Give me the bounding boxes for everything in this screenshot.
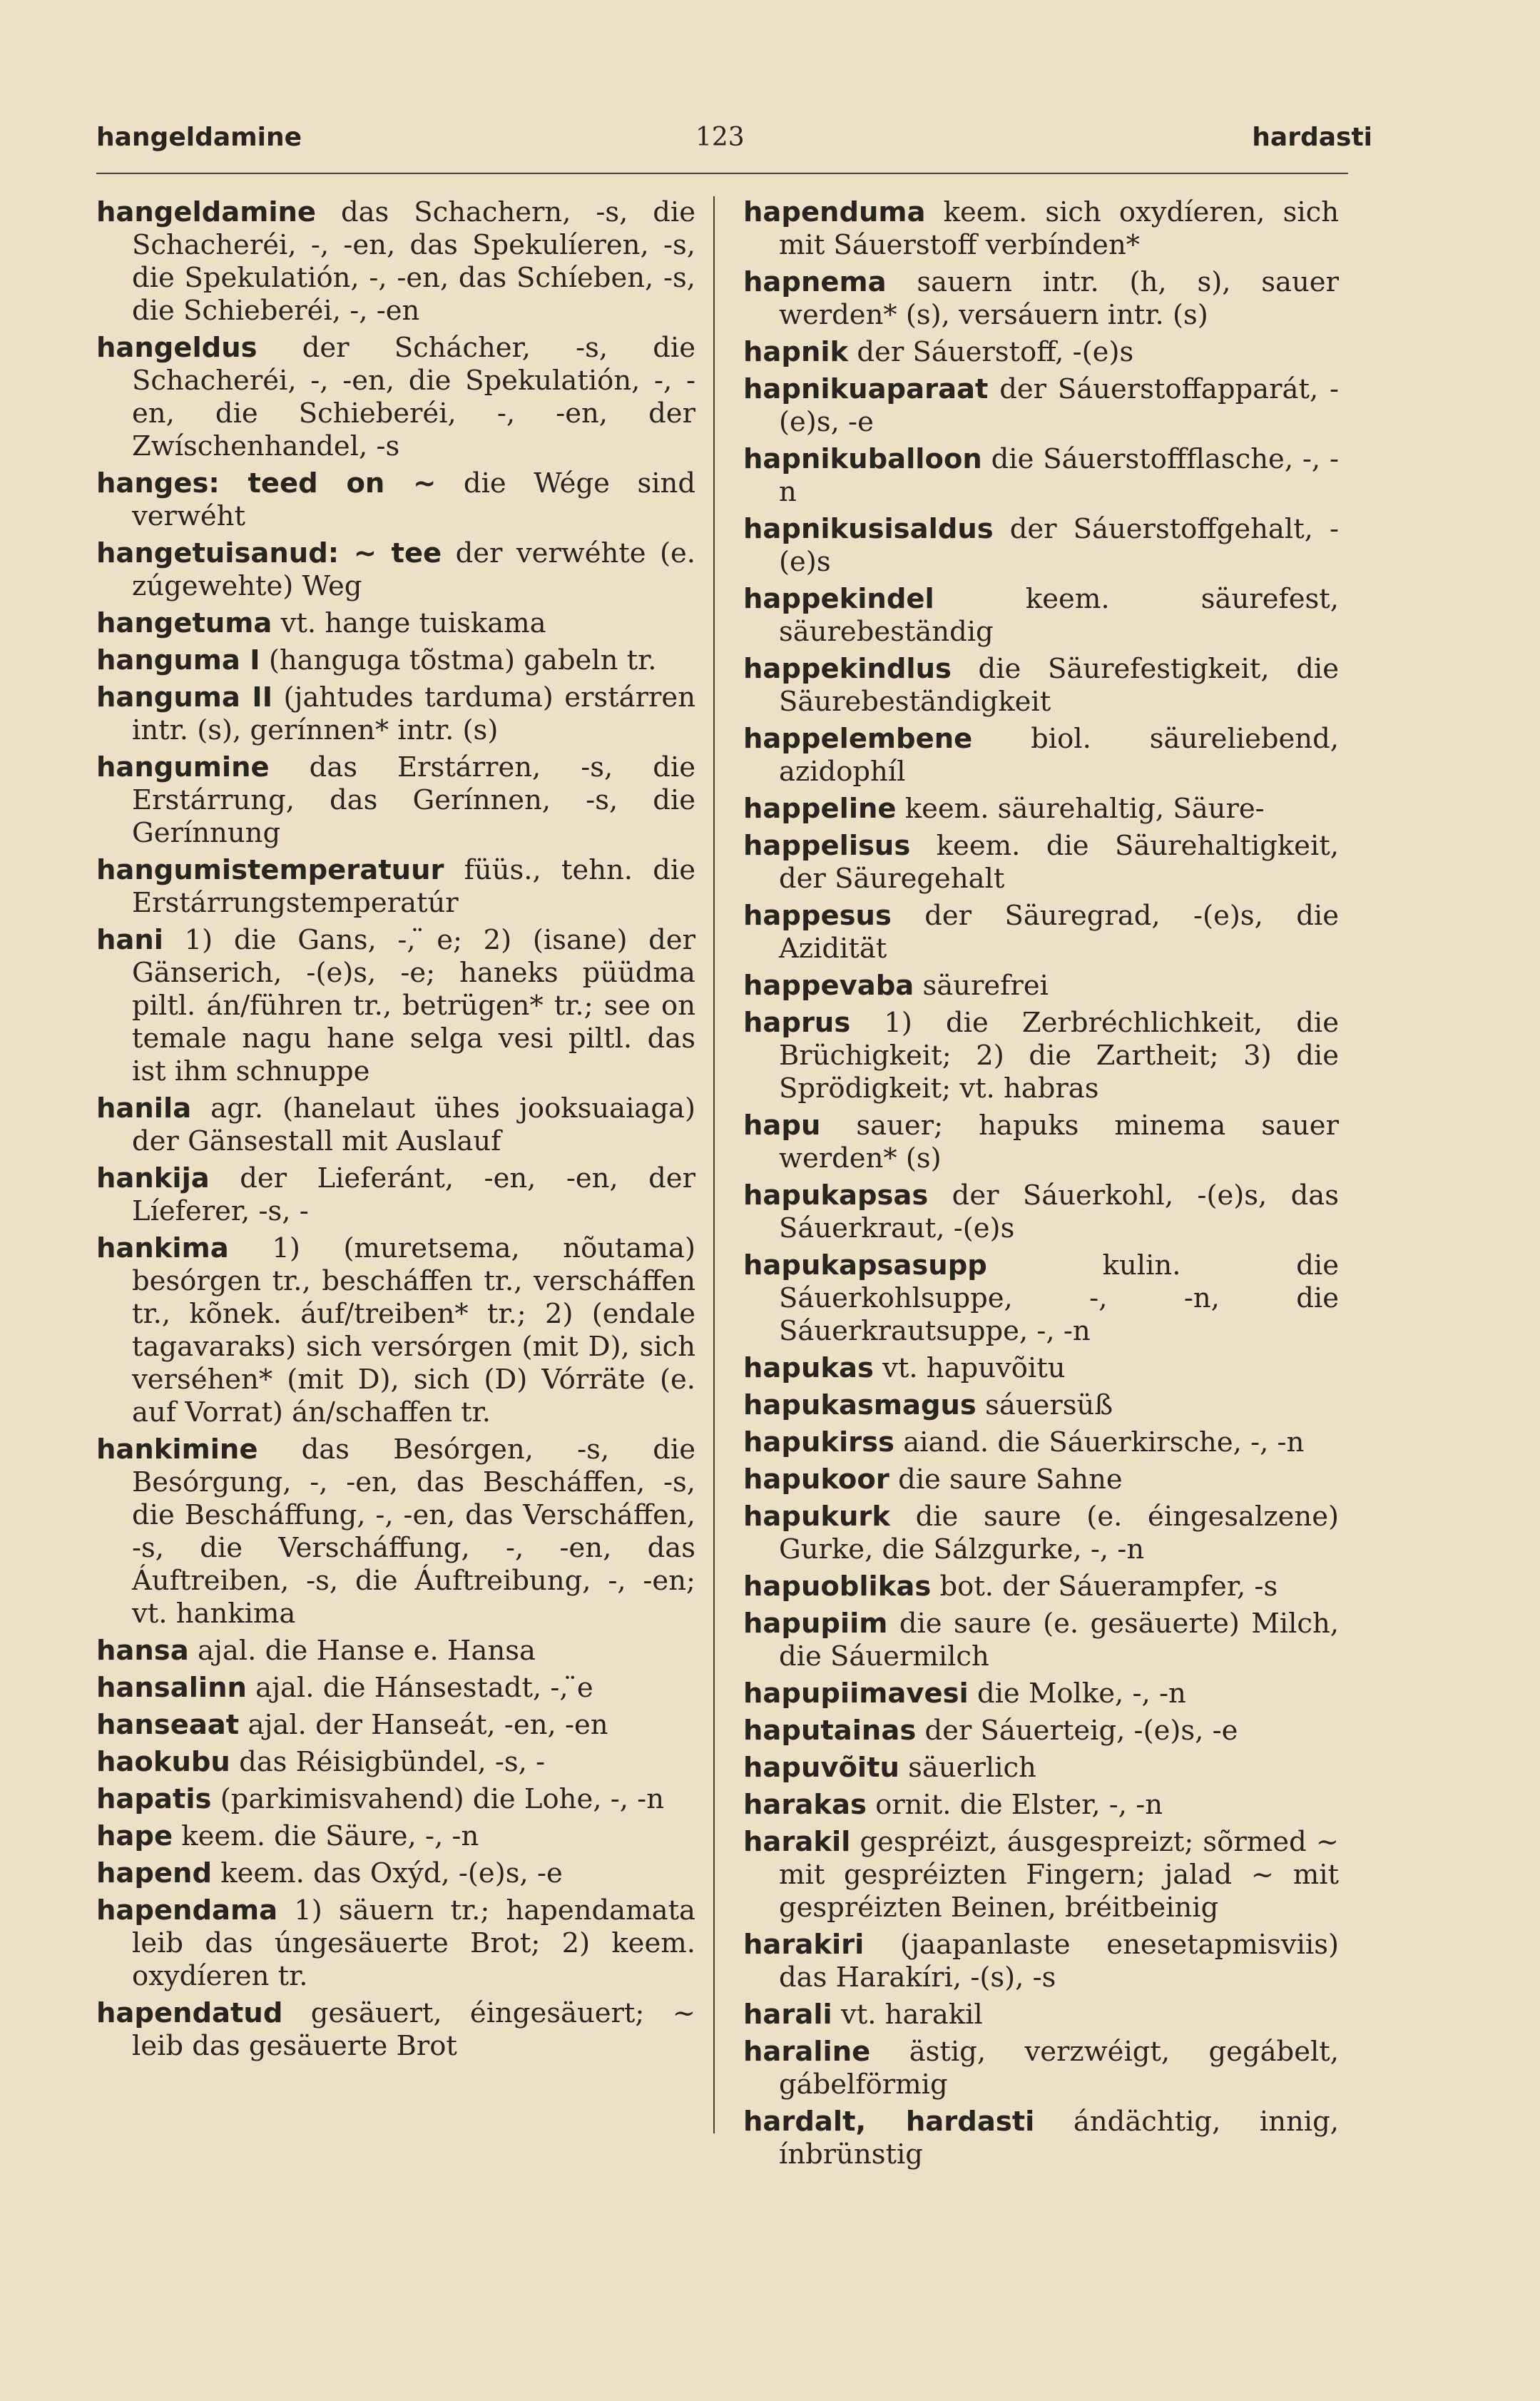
dictionary-entry [743, 830, 1339, 895]
entry-definition: säurefrei [914, 970, 1049, 1002]
entry-headword: hapnikuballoon [743, 443, 982, 475]
entry-definition: kulin. die Sáuerkohlsuppe, -, -n, die Sáuerkrautsuppe, -, -n [779, 1249, 1339, 1347]
dictionary-entry [96, 537, 695, 603]
dictionary-entry [743, 1179, 1339, 1245]
entry-headword: haputainas [743, 1715, 917, 1747]
dictionary-entry [96, 1433, 695, 1630]
entry-definition: 1) säuern tr.; hapendamata leib das úngesäuerte Brot; 2) keem. oxydíeren tr. [132, 1894, 695, 1992]
entry-headword: hapendama [96, 1894, 278, 1927]
dictionary-entry [96, 196, 695, 328]
entry-definition: die saure Sahne [889, 1463, 1123, 1496]
dictionary-entry [96, 854, 695, 920]
entry-headword: hanseaat [96, 1709, 240, 1741]
entry-definition: sáuersüß [976, 1389, 1113, 1421]
header-rule [96, 173, 1348, 174]
dictionary-entry [743, 1677, 1339, 1710]
entry-headword: hapukasmagus [743, 1389, 976, 1421]
dictionary-entry [96, 467, 695, 533]
dictionary-entry [743, 196, 1339, 262]
entry-headword: hapuvõitu [743, 1752, 899, 1784]
dictionary-entry [96, 681, 695, 747]
entry-headword: hapuoblikas [743, 1570, 932, 1603]
entry-headword: happekindel [743, 583, 934, 615]
entry-headword: happelisus [743, 830, 911, 862]
entry-definition: ornit. die Elster, -, -n [866, 1789, 1163, 1821]
entry-definition: ajal. der Hanseát, -en, -en [239, 1709, 608, 1741]
entry-definition: keem. sich oxydíeren, sich mit Sáuerstoff verbínden* [779, 196, 1339, 261]
dictionary-entry [96, 1820, 695, 1853]
entry-definition: die Molke, -, -n [968, 1677, 1186, 1710]
entry-definition: das Besórgen, -s, die Besórgung, -, -en, das Bescháffen, -s, die Bescháffung, -, -en, das Verscháffen, -s, die Verscháffung, -, -en, das Áuftreiben, -s, die Áuftreibung, -, -en; vt. hankima [132, 1433, 695, 1630]
entry-definition: (jahtudes tarduma) erstárren intr. (s), gerínnen* intr. (s) [132, 681, 695, 746]
entry-definition: sauer; hapuks minema sauer werden* (s) [779, 1110, 1339, 1174]
entry-headword: hangetuma [96, 607, 272, 639]
entry-definition: (hanguga tõstma) gabeln tr. [260, 644, 657, 676]
entry-headword: hanila [96, 1092, 192, 1125]
entry-headword: hapnikusisaldus [743, 513, 994, 545]
entry-headword: hapend [96, 1857, 213, 1889]
entry-headword: hangeldus [96, 332, 257, 364]
dictionary-entry [743, 1826, 1339, 1924]
entry-definition: gesäuert, éingesäuert; ~ leib das gesäuerte Brot [132, 1997, 695, 2062]
dictionary-entry [96, 1783, 695, 1816]
entry-headword: hapendatud [96, 1997, 283, 2029]
entry-definition: der Sáuerteig, -(e)s, -e [916, 1715, 1238, 1747]
dictionary-entry [743, 793, 1339, 826]
entry-definition: gespréizt, áusgespreizt; sõrmed ~ mit gespréizten Fingern; jalad ~ mit gespréizten Beinen, bréitbeinig [779, 1826, 1339, 1924]
entry-headword: hapukas [743, 1352, 874, 1384]
entry-definition: (parkimisvahend) die Lohe, -, -n [211, 1783, 664, 1815]
dictionary-entry [743, 443, 1339, 509]
entry-definition: biol. säureliebend, azidophíl [779, 723, 1339, 788]
dictionary-entry [743, 2106, 1339, 2171]
entry-definition: säuerlich [899, 1752, 1036, 1784]
dictionary-entry [743, 1752, 1339, 1785]
entry-headword: harakiri [743, 1929, 865, 1961]
entry-definition: 1) die Zerbréchlichkeit, die Brüchigkeit; 2) die Zartheit; 3) die Sprödigkeit; vt. habras [779, 1007, 1339, 1105]
entry-definition: die Sáuerstoffflasche, -, -n [779, 443, 1339, 508]
entry-headword: hapukapsasupp [743, 1249, 987, 1281]
entry-definition: (jaapanlaste enesetapmisviis) das Harakíri, -(s), -s [779, 1929, 1339, 1994]
entry-definition: die saure (e. éingesalzene) Gurke, die Sálzgurke, -, -n [779, 1501, 1339, 1565]
entry-headword: hapnema [743, 266, 887, 298]
entry-definition: ästig, verzwéigt, gegábelt, gábelförmig [779, 2036, 1339, 2101]
entry-headword: happelembene [743, 723, 973, 755]
entry-definition: die saure (e. gesäuerte) Milch, die Sáuermilch [779, 1608, 1339, 1672]
dictionary-entry [743, 1463, 1339, 1496]
dictionary-entry [96, 1894, 695, 1993]
dictionary-entry [96, 924, 695, 1088]
entry-definition: der Sáuerkohl, -(e)s, das Sáuerkraut, -(e)s [779, 1179, 1339, 1244]
dictionary-entry [743, 723, 1339, 788]
entry-headword: hapenduma [743, 196, 926, 228]
dictionary-entry [743, 1249, 1339, 1348]
dictionary-entry [96, 1162, 695, 1228]
entry-definition: das Erstárren, -s, die Erstárrung, das Gerínnen, -s, die Gerínnung [132, 751, 695, 849]
dictionary-entry [743, 1352, 1339, 1385]
entry-definition: 1) (muretsema, nõutama) besórgen tr., bescháffen tr., verscháffen tr., kõnek. áuf/treiben* tr.; 2) (endale tagavaraks) sich versórgen (mit D), sich verséhen* (mit D), sich (D) Vórräte (e. auf Vorrat) án/schaffen tr. [132, 1232, 695, 1428]
entry-definition: keem. säurefest, säurebeständig [779, 583, 1339, 648]
dictionary-entry [743, 1426, 1339, 1459]
column-divider [713, 196, 715, 2133]
entry-definition: keem. säurehaltig, Säure- [896, 793, 1265, 825]
entry-definition: das Schachern, -s, die Schacheréi, -, -en, das Spekulíeren, -s, die Spekulatión, -, -en, das Schíeben, -s, die Schieberéi, -, -en [132, 196, 695, 327]
page-number: 123 [695, 123, 745, 152]
dictionary-entry [743, 1715, 1339, 1747]
entry-headword: hankima [96, 1232, 229, 1264]
dictionary-entry [96, 1672, 695, 1705]
dictionary-entry [743, 1999, 1339, 2031]
dictionary-entry [743, 1501, 1339, 1566]
entry-definition: das Réisigbündel, -s, - [230, 1746, 546, 1778]
entry-definition: sauern intr. (h, s), sauer werden* (s), versáuern intr. (s) [779, 266, 1339, 331]
dictionary-entry [743, 900, 1339, 965]
entry-headword: hapupiim [743, 1608, 888, 1640]
running-head-right: hardasti [1252, 123, 1372, 152]
dictionary-entry [96, 1709, 695, 1742]
entry-definition: agr. (hanelaut ühes jooksuaiaga) der Gänsestall mit Auslauf [132, 1092, 695, 1157]
entry-headword: hapnikuaparaat [743, 373, 989, 405]
entry-headword: haraline [743, 2036, 871, 2068]
entry-headword: hankija [96, 1162, 210, 1194]
dictionary-entry [96, 607, 695, 640]
dictionary-entry [96, 644, 695, 677]
dictionary-entry [743, 336, 1339, 369]
entry-headword: hansa [96, 1635, 189, 1667]
dictionary-entry [96, 1635, 695, 1667]
entry-headword: hanges: teed on ~ [96, 467, 437, 499]
entry-headword: hardalt, hardasti [743, 2106, 1035, 2138]
entry-headword: hapnik [743, 336, 849, 368]
right-column [743, 196, 1339, 2176]
dictionary-entry [743, 653, 1339, 719]
entry-headword: hangeldamine [96, 196, 317, 228]
dictionary-entry [743, 266, 1339, 332]
left-column [96, 196, 695, 2067]
dictionary-entry [743, 583, 1339, 649]
entry-definition: der Sáuerstoffapparát, -(e)s, -e [779, 373, 1339, 438]
entry-headword: hanguma I [96, 644, 260, 676]
entry-definition: 1) die Gans, -, ̈e; 2) (isane) der Gänserich, -(e)s, -e; haneks püüdma piltl. án/führen tr., betrügen* tr.; see on temale nagu hane selga vesi piltl. das ist ihm schnuppe [132, 924, 695, 1087]
entry-definition: ajal. die Hánsestadt, -, ̈e [246, 1672, 593, 1704]
dictionary-entry [743, 2036, 1339, 2101]
entry-headword: hani [96, 924, 163, 956]
entry-headword: hapukurk [743, 1501, 890, 1533]
entry-headword: harali [743, 1999, 832, 2031]
dictionary-entry [743, 1789, 1339, 1822]
entry-definition: keem. die Säurehaltigkeit, der Säuregehalt [779, 830, 1339, 895]
dictionary-entry [96, 1232, 695, 1429]
entry-definition: der Sáuerstoffgehalt, -(e)s [779, 513, 1339, 578]
dictionary-entry [96, 1857, 695, 1890]
dictionary-entry [96, 1092, 695, 1158]
entry-definition: der Lieferánt, -en, -en, der Líeferer, -s, - [132, 1162, 695, 1227]
entry-definition: die Säurefestigkeit, die Säurebeständigkeit [779, 653, 1339, 718]
entry-headword: haprus [743, 1007, 851, 1039]
dictionary-entry [96, 1746, 695, 1779]
entry-headword: hansalinn [96, 1672, 247, 1704]
entry-headword: hapupiimavesi [743, 1677, 969, 1710]
entry-definition: der Schácher, -s, die Schacheréi, -, -en, die Spekulatión, -, -en, die Schieberéi, -, -en, der Zwíschenhandel, -s [132, 332, 695, 462]
dictionary-entry [743, 970, 1339, 1002]
dictionary-entry [743, 513, 1339, 579]
entry-definition: aiand. die Sáuerkirsche, -, -n [894, 1426, 1305, 1458]
entry-definition: keem. das Oxýd, -(e)s, -e [212, 1857, 563, 1889]
entry-definition: ándächtig, innig, ínbrünstig [779, 2106, 1340, 2171]
entry-definition: bot. der Sáuerampfer, -s [931, 1570, 1278, 1603]
dictionary-entry [96, 1997, 695, 2063]
dictionary-entry [743, 1608, 1339, 1673]
entry-definition: keem. die Säure, -, -n [173, 1820, 479, 1852]
entry-headword: happeline [743, 793, 897, 825]
running-head-left: hangeldamine [96, 123, 302, 152]
entry-headword: hapukoor [743, 1463, 889, 1496]
entry-headword: hangumine [96, 751, 270, 783]
entry-definition: vt. hapuvõitu [873, 1352, 1066, 1384]
entry-headword: harakas [743, 1789, 867, 1821]
entry-definition: füüs., tehn. die Erstárrungstemperatúr [132, 854, 695, 919]
dictionary-entry [743, 1929, 1339, 1994]
entry-headword: hape [96, 1820, 173, 1852]
entry-headword: haokubu [96, 1746, 230, 1778]
dictionary-entry [743, 1570, 1339, 1603]
dictionary-entry [743, 1389, 1339, 1422]
dictionary-entry [743, 1007, 1339, 1105]
entry-definition: der Säuregrad, -(e)s, die Azidität [779, 900, 1339, 965]
dictionary-entry [743, 373, 1339, 439]
entry-headword: happekindlus [743, 653, 952, 685]
entry-definition: vt. hange tuiskama [272, 607, 546, 639]
entry-headword: hanguma II [96, 681, 273, 714]
dictionary-entry [743, 1110, 1339, 1175]
entry-headword: happevaba [743, 970, 914, 1002]
entry-definition: ajal. die Hanse e. Hansa [188, 1635, 536, 1667]
entry-definition: die Wége sind verwéht [132, 467, 695, 532]
entry-definition: der verwéhte (e. zúgewehte) Weg [132, 537, 695, 602]
dictionary-entry [96, 332, 695, 463]
entry-headword: hangetuisanud: ~ tee [96, 537, 442, 569]
entry-headword: hangumistemperatuur [96, 854, 444, 886]
entry-definition: der Sáuerstoff, -(e)s [848, 336, 1134, 368]
dictionary-entry [96, 751, 695, 850]
entry-headword: harakil [743, 1826, 851, 1858]
entry-headword: happesus [743, 900, 892, 932]
entry-headword: hankimine [96, 1433, 258, 1466]
entry-headword: hapu [743, 1110, 821, 1142]
entry-headword: hapukirss [743, 1426, 894, 1458]
entry-headword: hapukapsas [743, 1179, 929, 1212]
entry-definition: vt. harakil [832, 1999, 983, 2031]
entry-headword: hapatis [96, 1783, 212, 1815]
